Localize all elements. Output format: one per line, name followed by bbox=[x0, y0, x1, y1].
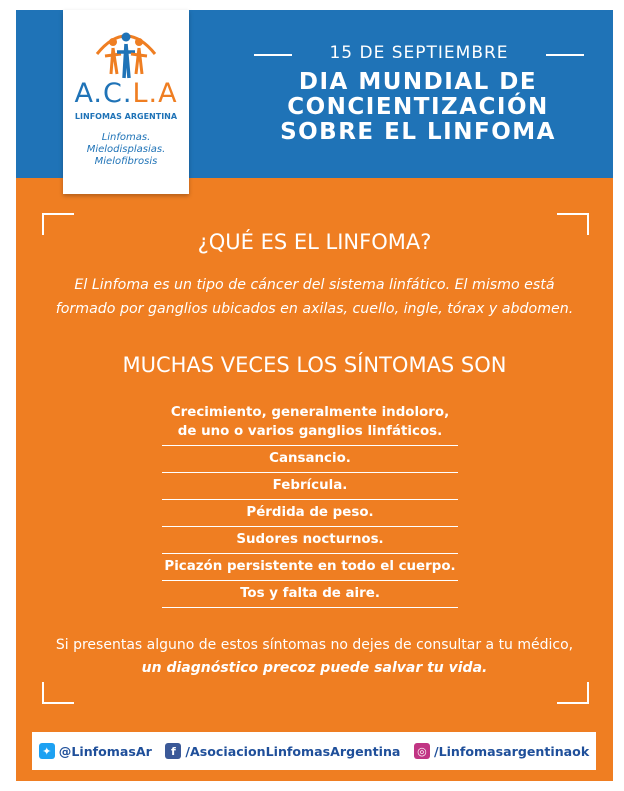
twitter-link[interactable]: ✦ @LinfomasAr bbox=[39, 743, 152, 759]
list-item: Picazón persistente en todo el cuerpo. bbox=[162, 554, 458, 581]
logo-subtitle: LINFOMAS ARGENTINA bbox=[74, 112, 178, 121]
people-logo-icon bbox=[91, 24, 161, 82]
symptoms-list bbox=[162, 403, 458, 608]
event-date: 15 DE SEPTIEMBRE bbox=[254, 43, 584, 65]
list-item: de uno o varios ganglios linfáticos. bbox=[162, 422, 458, 446]
instagram-link[interactable]: ◎ /Linfomasargentinaok bbox=[414, 743, 589, 759]
social-bar bbox=[32, 732, 596, 770]
list-item: Cansancio. bbox=[162, 446, 458, 473]
closing-text: Si presentas alguno de estos síntomas no dejes de consultar a tu médico, un diagnóstico precoz puede salvar tu vida. bbox=[26, 634, 603, 680]
logo-acronym: A.C.L.A bbox=[74, 78, 178, 109]
closing-emphasis: un diagnóstico precoz puede salvar tu vida. bbox=[141, 660, 488, 676]
page-title: DIA MUNDIAL DE CONCIENTIZACIÓN SOBRE EL LINFOMA bbox=[280, 69, 556, 145]
frame-corner-bottom-right bbox=[557, 682, 589, 704]
instagram-icon: ◎ bbox=[414, 743, 430, 759]
poster bbox=[16, 10, 613, 781]
logo-tagline: Linfomas. Mielodisplasias. Mielofibrosis bbox=[86, 132, 166, 167]
list-item: Crecimiento, generalmente indoloro, bbox=[170, 405, 450, 420]
facebook-icon: f bbox=[165, 743, 181, 759]
list-item: Sudores nocturnos. bbox=[162, 527, 458, 554]
list-item: Febrícula. bbox=[162, 473, 458, 500]
intro-text: El Linfoma es un tipo de cáncer del sistema linfático. El mismo está formado por ganglios ubicados en axilas, cuello, ingle, tórax y abdomen. bbox=[55, 277, 574, 317]
twitter-icon: ✦ bbox=[39, 743, 55, 759]
symptoms-heading: MUCHAS VECES LOS SÍNTOMAS SON bbox=[122, 353, 507, 377]
facebook-link[interactable]: f /AsociacionLinfomasArgentina bbox=[165, 743, 400, 759]
frame-corner-bottom-left bbox=[42, 682, 74, 704]
question-heading: ¿QUÉ ES EL LINFOMA? bbox=[197, 230, 432, 254]
list-item: Tos y falta de aire. bbox=[162, 581, 458, 608]
logo-card bbox=[63, 10, 189, 194]
list-item: Pérdida de peso. bbox=[162, 500, 458, 527]
